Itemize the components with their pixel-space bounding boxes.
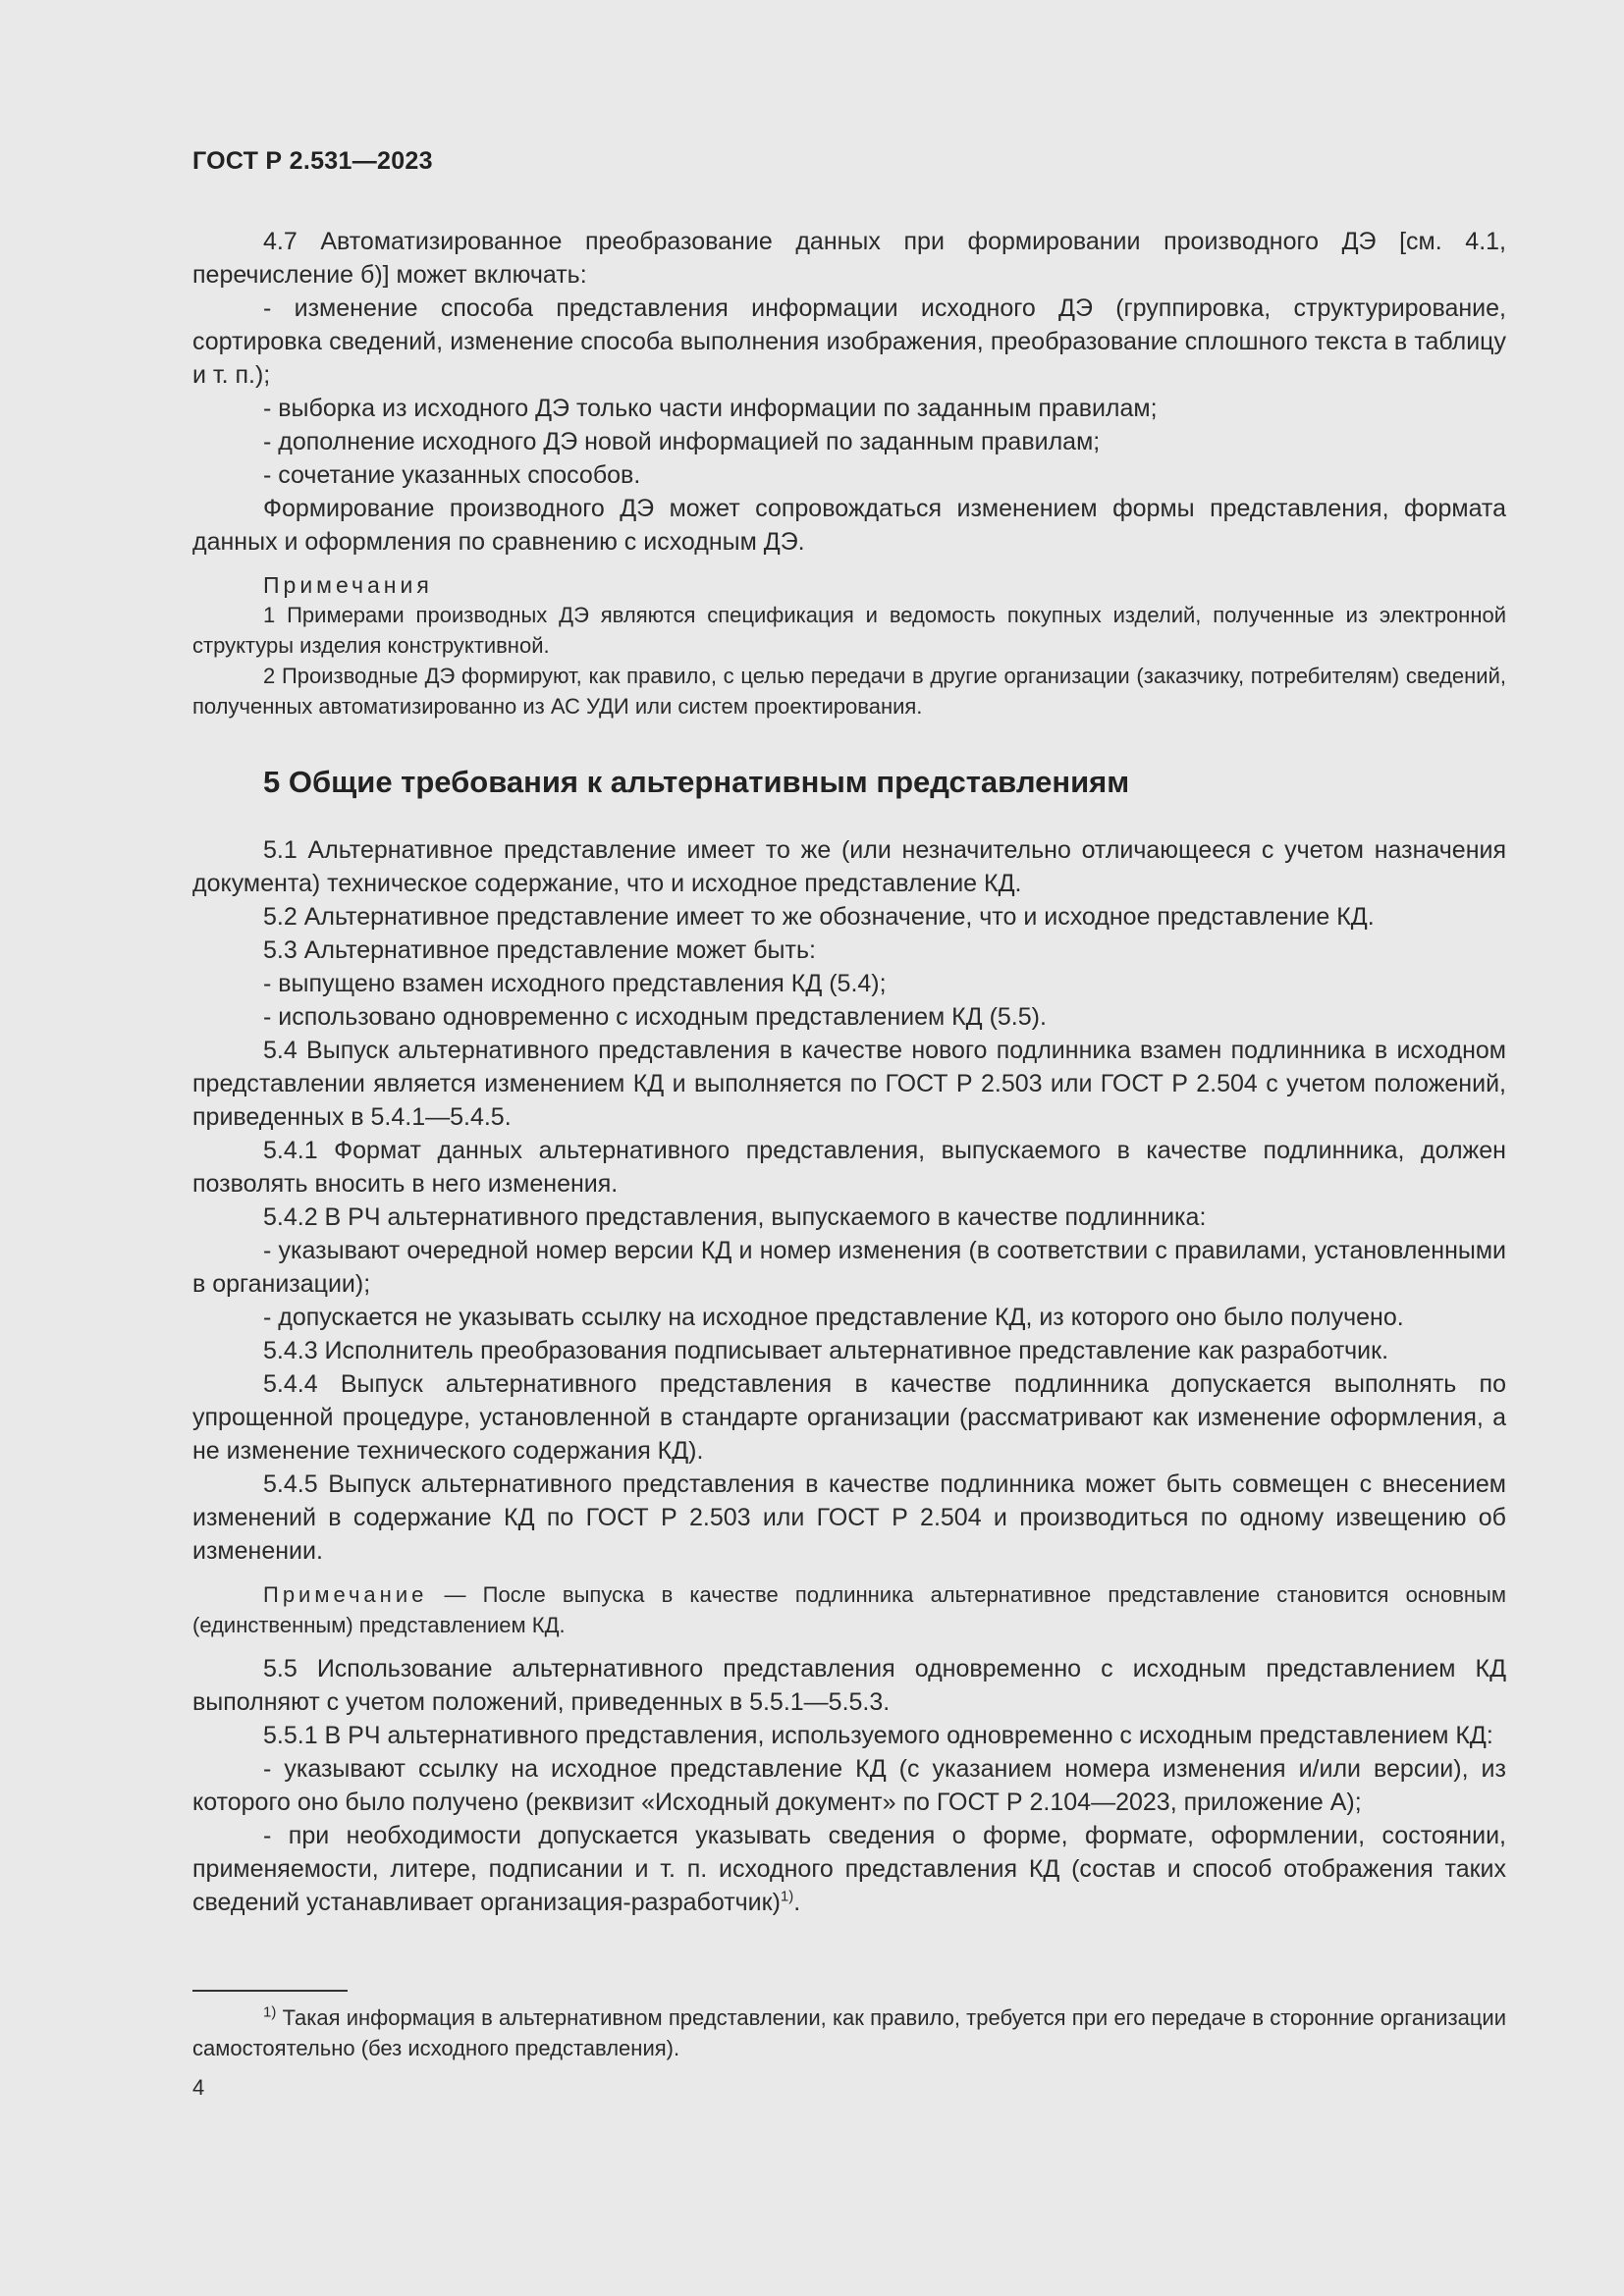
list-item: - выпущено взамен исходного представления КД (5.4); — [263, 970, 887, 997]
page-content — [192, 225, 1506, 1919]
paragraph-5-5: 5.5 Использование альтернативного представления одновременно с исходным представлением КД выполняют с учетом положений, приведенных в 5.5.1—5.5.3. — [192, 1655, 1506, 1716]
note-2: 2 Производные ДЭ формируют, как правило, с целью передачи в другие организации (заказчику, потребителям) сведений, полученных автоматизированно из АС УДИ или систем проектирования. — [192, 664, 1506, 719]
paragraph-5-5-1: 5.5.1 В РЧ альтернативного представления, используемого одновременно с исходным представлением КД: — [263, 1722, 1493, 1749]
paragraph-5-2: 5.2 Альтернативное представление имеет то же обозначение, что и исходное представление КД. — [263, 903, 1375, 931]
footnote-ref: 1) — [780, 1888, 794, 1905]
paragraph-5-1: 5.1 Альтернативное представление имеет то же (или незначительно отличающееся с учетом назначения документа) техническое содержание, что и исходное представление КД. — [192, 836, 1506, 897]
paragraph: Формирование производного ДЭ может сопровождаться изменением формы представления, формата данных и оформления по сравнению с исходным ДЭ. — [192, 495, 1506, 556]
section-5-title: 5 Общие требования к альтернативным представлениям — [263, 765, 1130, 799]
list-item: - указывают очередной номер версии КД и номер изменения (в соответствии с правилами, установленными в организации); — [192, 1237, 1506, 1298]
list-item: - выборка из исходного ДЭ только части информации по заданным правилам; — [263, 395, 1158, 422]
note-text: — После выпуска в качестве подлинника альтернативное представление становится основным (единственным) представлением КД. — [192, 1582, 1506, 1637]
document-page — [192, 0, 1506, 2296]
paragraph-5-4-4: 5.4.4 Выпуск альтернативного представления в качестве подлинника допускается выполнять по упрощенной процедуре, установленной в стандарте организации (рассматривают как изменение оформления, а не изменение технического содержания КД). — [192, 1370, 1506, 1465]
list-item — [192, 1819, 1506, 1919]
document-header: ГОСТ Р 2.531—2023 — [192, 147, 433, 175]
list-item-end: . — [793, 1889, 801, 1916]
page-number: 4 — [192, 2075, 205, 2100]
note-label: Примечание — [263, 1582, 428, 1607]
note-5-4 — [192, 1579, 1506, 1640]
note-1: 1 Примерами производных ДЭ являются спецификация и ведомость покупных изделий, полученные из электронной структуры изделия конструктивной. — [192, 603, 1506, 658]
list-item: - сочетание указанных способов. — [263, 461, 641, 489]
footnote — [192, 2002, 1506, 2063]
paragraph-5-4-5: 5.4.5 Выпуск альтернативного представления в качестве подлинника может быть совмещен с внесением изменений в содержание КД по ГОСТ Р 2.503 или ГОСТ Р 2.504 и производиться по одному извещению об изменении. — [192, 1470, 1506, 1565]
paragraph-5-4: 5.4 Выпуск альтернативного представления в качестве нового подлинника взамен подлинника в исходном представлении является изменением КД и выполняется по ГОСТ Р 2.503 или ГОСТ Р 2.504 с учетом положений, приведенных в 5.4.1—5.4.5. — [192, 1037, 1506, 1131]
notes-heading: Примечания — [263, 572, 433, 598]
list-item: - указывают ссылку на исходное представление КД (с указанием номера изменения и/или версии), из которого оно было получено (реквизит «Исходный документ» по ГОСТ Р 2.104—2023, приложение А); — [192, 1755, 1506, 1816]
footnote-body: Такая информация в альтернативном представлении, как правило, требуется при его передаче в сторонние организации самостоятельно (без исходного представления). — [192, 2005, 1506, 2060]
list-item: - использовано одновременно с исходным представлением КД (5.5). — [263, 1003, 1047, 1031]
paragraph-5-4-1: 5.4.1 Формат данных альтернативного представления, выпускаемого в качестве подлинника, должен позволять вносить в него изменения. — [192, 1137, 1506, 1198]
footnote-divider — [192, 1990, 348, 1992]
footnote-text — [192, 2002, 1506, 2063]
paragraph-5-3: 5.3 Альтернативное представление может быть: — [263, 936, 816, 964]
paragraph-5-4-3: 5.4.3 Исполнитель преобразования подписывает альтернативное представление как разработчик. — [263, 1337, 1389, 1364]
list-item: - допускается не указывать ссылку на исходное представление КД, из которого оно было получено. — [263, 1304, 1404, 1331]
list-item: - дополнение исходного ДЭ новой информацией по заданным правилам; — [263, 428, 1101, 455]
paragraph-4-7: 4.7 Автоматизированное преобразование данных при формировании производного ДЭ [см. 4.1, перечисление б)] может включать: — [192, 228, 1506, 289]
list-item: - изменение способа представления информации исходного ДЭ (группировка, структурирование, сортировка сведений, изменение способа выполнения изображения, преобразование сплошного текста в таблицу и т. п.); — [192, 294, 1506, 389]
list-item-text: - при необходимости допускается указывать сведения о форме, формате, оформлении, состоянии, применяемости, литере, подписании и т. п. исходного представления КД (состав и способ отображения таких сведений устанавливает организация-разработчик) — [192, 1822, 1506, 1916]
paragraph-5-4-2: 5.4.2 В РЧ альтернативного представления, выпускаемого в качестве подлинника: — [263, 1203, 1207, 1231]
footnote-marker: 1) — [263, 2003, 277, 2021]
